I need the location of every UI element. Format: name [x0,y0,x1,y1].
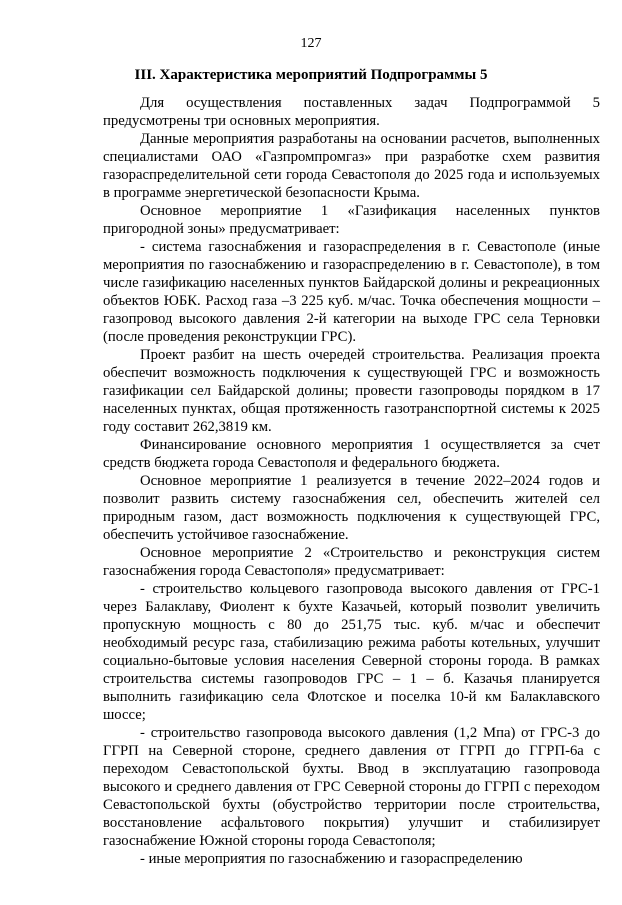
paragraph-measure-1-heading: Основное мероприятие 1 «Газификация населенных пунктов пригородной зоны» предусматривает: [103,203,600,237]
paragraph-project-stages: Проект разбит на шесть очередей строительства. Реализация проекта обеспечит возможность подключения к существующей ГРС и возможность газификации сел Байдарской долины; провести газопроводы порядком в 17 населенных пунктах, общая протяженность газотранспортной системы к 2025 году составит 262,3819 км. [103,347,600,435]
paragraph-measure-1-timeline: Основное мероприятие 1 реализуется в течение 2022–2024 годов и позволит развить систему газоснабжения сел, обеспечить жителей сел природным газом, даст возможность подключения к существующей ГРС, обеспечить устойчивое газоснабжение. [103,473,600,543]
paragraph-ring-pipeline: - строительство кольцевого газопровода высокого давления от ГРС-1 через Балаклаву, Фиолент к бухте Казачьей, который позволит увеличить пропускную мощность с 80 до 251,75 тыс. куб. м/час и обеспечит необходимый ресурс газа, стабилизацию режима работы котельных, улучшит социально-бытовые условия населения Северной стороны города. В рамках строительства системы газопроводов ГРС – 1 – б. Казачья планируется выполнить газификацию села Флотское и поселка 10-й км Балаклавского шоссе; [103,581,600,723]
page-number: 127 [300,36,322,51]
paragraph-data-source: Данные мероприятия разработаны на основании расчетов, выполненных специалистами ОАО «Газпромпромгаз» при разработке схем развития газораспределительной сети города Севастополя до 2025 года и используемых в программе энергетической безопасности Крыма. [103,131,600,201]
paragraph-measure-1-item: - система газоснабжения и газораспределения в г. Севастополе (иные мероприятия по газоснабжению и газораспределению в г. Севастополе), в том числе газификацию населенных пунктов Байдарской долины и рекреационных объектов ЮБК. Расход газа –3 225 куб. м/час. Точка обеспечения мощности – газопровод высокого давления 2-й категории на выходе ГРС села Терновки (после проведения реконструкции ГРС). [103,239,600,345]
paragraph-high-pressure-pipeline: - строительство газопровода высокого давления (1,2 Мпа) от ГРС-3 до ГГРП на Северной стороне, среднего давления от ГГРП до ГГРП-6а с переходом Севастопольской бухты. Ввод в эксплуатацию газопровода высокого и среднего давления от ГРС Северной стороны до ГГРП с переходом Севастопольской бухты (обустройство территории после строительства, восстановление асфальтового покрытия) улучшит и стабилизирует газоснабжение Южной стороны города Севастополя; [103,725,600,849]
document-body [103,94,600,868]
paragraph-financing: Финансирование основного мероприятия 1 осуществляется за счет средств бюджета города Севастополя и федерального бюджета. [103,437,600,471]
paragraph-other-measures: - иные мероприятия по газоснабжению и газораспределению [140,851,523,867]
section-title: III. Характеристика мероприятий Подпрограммы 5 [134,67,488,83]
paragraph-measure-2-heading: Основное мероприятие 2 «Строительство и реконструкция систем газоснабжения города Севастополя» предусматривает: [103,545,600,579]
paragraph-intro: Для осуществления поставленных задач Подпрограммой 5 предусмотрены три основных мероприятия. [103,95,600,129]
